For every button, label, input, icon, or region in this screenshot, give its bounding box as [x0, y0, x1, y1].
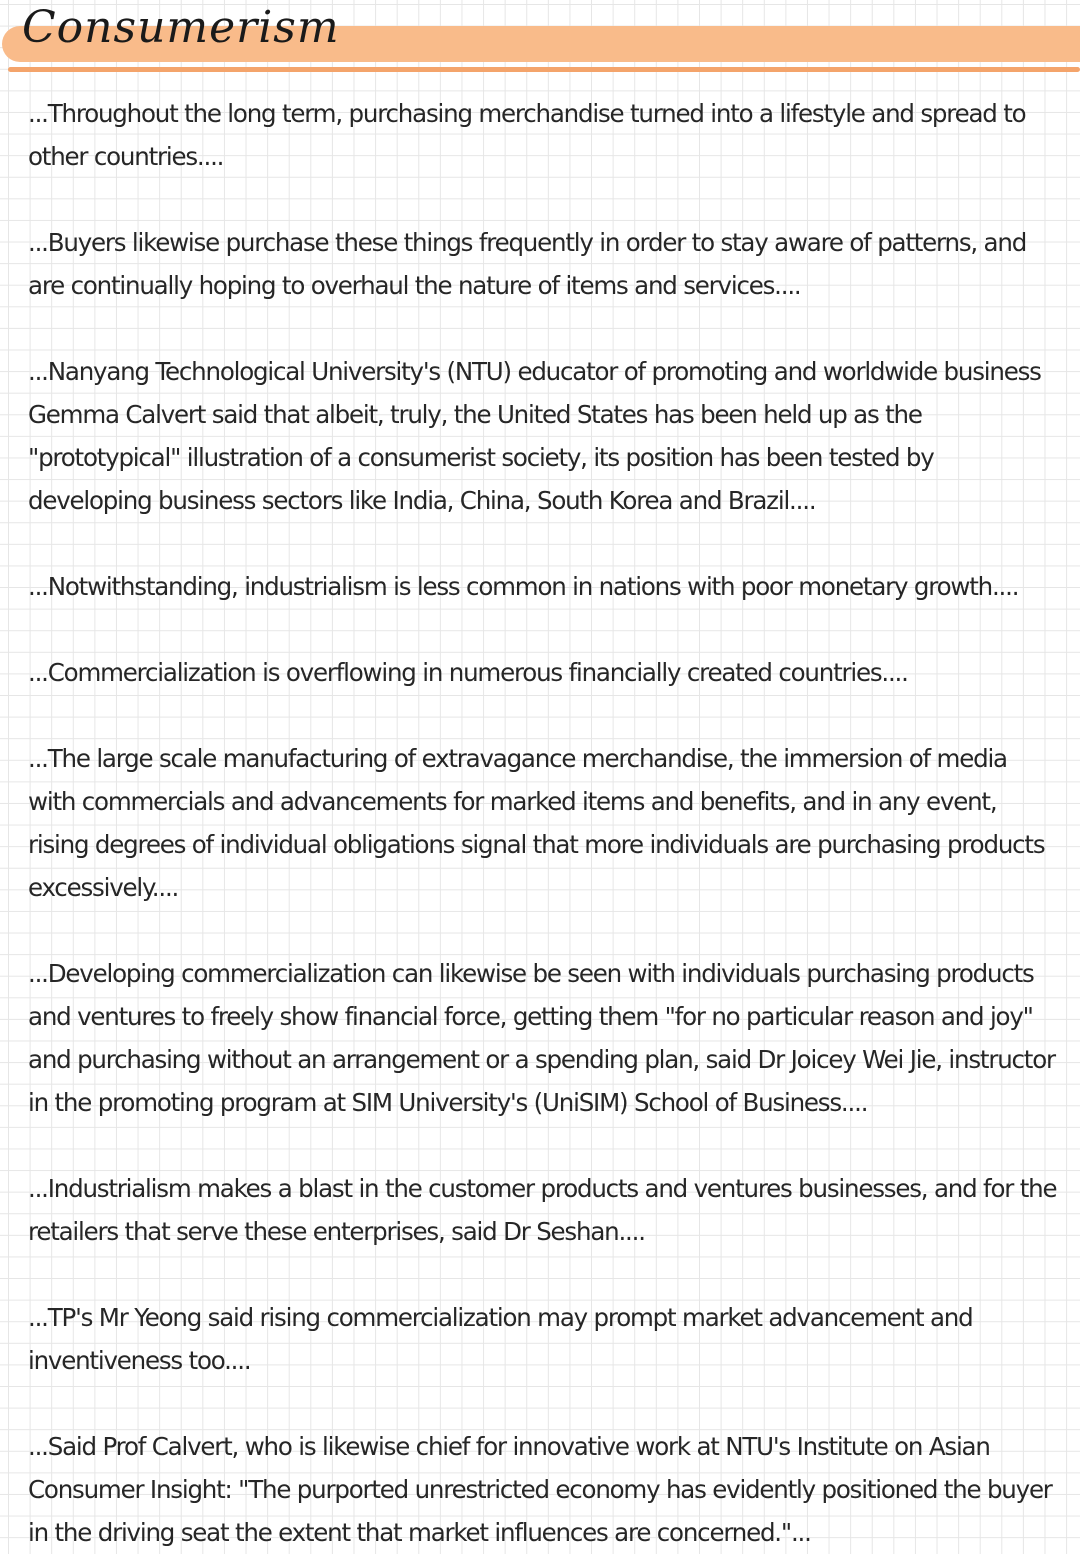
paragraph: ...The large scale manufacturing of extravagance merchandise, the immersion of media with commercials and advancements for marked items and benefits, and in any event, rising degrees of individual obligations signal that more individuals are purchasing products excessively....: [28, 744, 1045, 902]
title-header: [0, 0, 1080, 80]
paragraph: ...Nanyang Technological University's (NTU) educator of promoting and worldwide business Gemma Calvert said that albeit, truly, the United States has been held up as the "prototypical" illustration of a consumerist society, its position has been tested by developing business sectors like India, China, South Korea and Brazil....: [28, 357, 1041, 515]
title-underline: [8, 67, 1080, 72]
paragraph: ...Developing commercialization can likewise be seen with individuals purchasing products and ventures to freely show financial force, getting them "for no particular reason and joy" and purchasing without an arrangement or a spending plan, said Dr Joicey Wei Jie, instructor in the promoting program at SIM University's (UniSIM) School of Business....: [28, 959, 1055, 1117]
paragraph: ...Throughout the long term, purchasing merchandise turned into a lifestyle and spread to other countries....: [28, 99, 1026, 171]
notes-body: [28, 92, 1058, 1554]
paragraph: ...TP's Mr Yeong said rising commercialization may prompt market advancement and inventiveness too....: [28, 1303, 973, 1375]
paragraph: ...Said Prof Calvert, who is likewise chief for innovative work at NTU's Institute on Asian Consumer Insight: "The purported unrestricted economy has evidently positioned the buyer in the driving seat the extent that market influences are concerned."...: [28, 1432, 1052, 1547]
page-title: Consumerism: [22, 2, 340, 53]
paragraph: ...Notwithstanding, industrialism is less common in nations with poor monetary growth....: [28, 572, 1019, 601]
paragraph: ...Industrialism makes a blast in the customer products and ventures businesses, and for the retailers that serve these enterprises, said Dr Seshan....: [28, 1174, 1057, 1246]
paragraph: ...Commercialization is overflowing in numerous financially created countries....: [28, 658, 908, 687]
paragraph: ...Buyers likewise purchase these things frequently in order to stay aware of patterns, and are continually hoping to overhaul the nature of items and services....: [28, 228, 1027, 300]
